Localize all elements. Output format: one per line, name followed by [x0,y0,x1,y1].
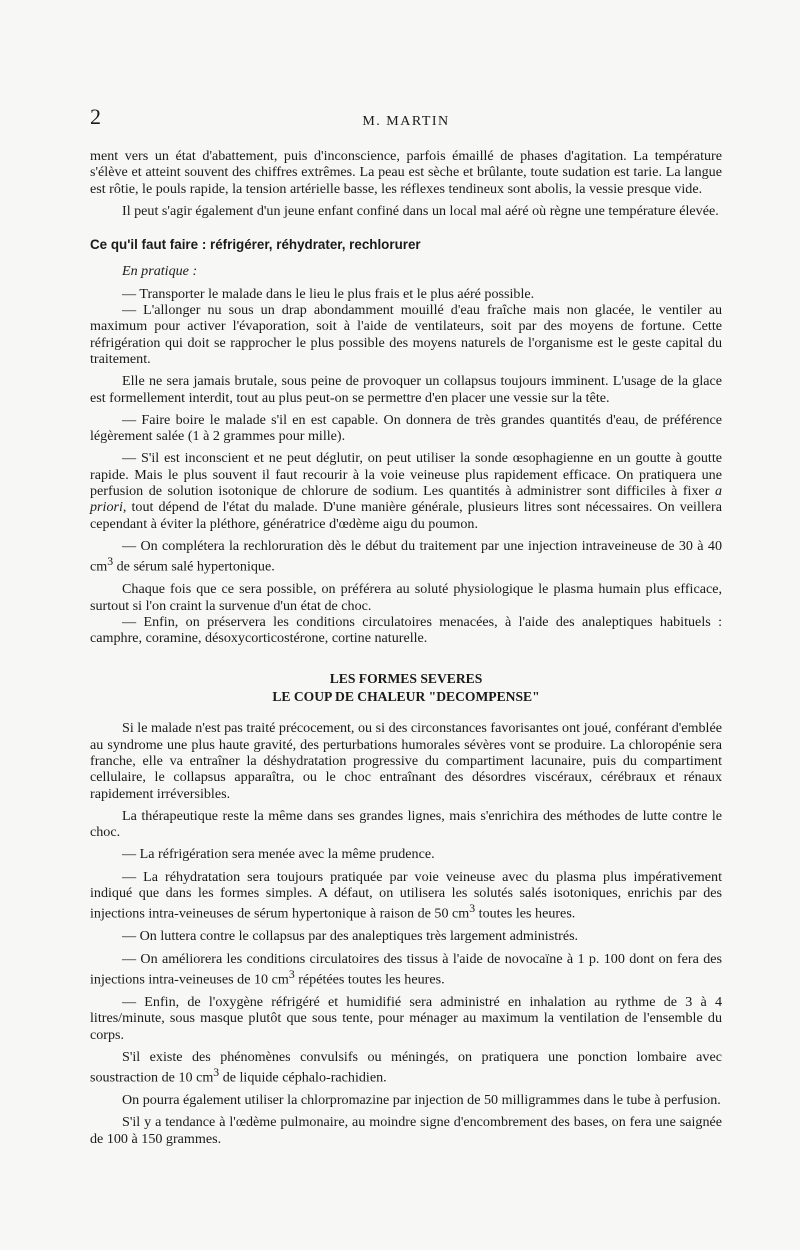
text-run: — On améliorera les conditions circulatoires des tissus à l'aide de novocaïne à 1 p. 100 dont on fera des injections intra-veineuses de 10 cm [90,950,722,988]
text-run: de sérum salé hypertonique. [113,558,275,575]
paragraph: Chaque fois que ce sera possible, on préférera au soluté physiologique le plasma humain plus efficace, surtout si l'on craint la survenue d'un état de choc. [90,581,722,614]
text-run: répétées toutes les heures. [294,971,445,988]
list-item: — Transporter le malade dans le lieu le plus frais et le plus aéré possible. [122,285,535,302]
text-run: — S'il est inconscient et ne peut déglutir, on peut utiliser la sonde œsophagienne en un goutte à goutte rapide. Mais le plus souvent il faut recourir à la voie veineuse plus rapidement efficace. On pratiquera une perfusion de solution isotonique de chlorure de sodium. Les quantités à administrer sont difficiles à fixer [90,450,722,500]
list-item [90,951,722,988]
section-heading: Ce qu'il faut faire : réfrigérer, réhydrater, rechlorurer [90,237,421,253]
major-heading-line: LES FORMES SEVERES [329,671,483,687]
superscript: 3 [107,555,114,569]
superscript: 3 [288,967,295,981]
list-item: — La réfrigération sera menée avec la même prudence. [122,846,435,863]
paragraph-continuation: ment vers un état d'abattement, puis d'inconscience, parfois émaillé de phases d'agitation. La température s'élève et atteint souvent des chiffres extrêmes. La peau est sèche et brûlante, toute sudation est tarie. La langue est rôtie, le pouls rapide, la tension artérielle basse, les réflexes tendineux sont abolis, la vessie presque vide. [90,148,722,197]
list-item [90,869,722,923]
paragraph: S'il y a tendance à l'œdème pulmonaire, au moindre signe d'encombrement des bases, on fera une saignée de 100 à 150 grammes. [90,1114,722,1147]
list-item [90,538,722,575]
paragraph: La thérapeutique reste la même dans ses grandes lignes, mais s'enrichira des méthodes de lutte contre le choc. [90,807,722,841]
page-header [90,104,722,134]
major-heading-line: LE COUP DE CHALEUR "DECOMPENSE" [272,689,540,705]
page-number: 2 [90,104,101,129]
list-item: — On luttera contre le collapsus par des analeptiques très largement administrés. [122,928,579,945]
paragraph: Si le malade n'est pas traité précocement, ou si des circonstances favorisantes ont joué, conférant d'emblée au syndrome une plus haute gravité, des perturbations humorales sévères vont se produire. La chloropénie sera franche, elle va entraîner la déshydratation progressive du compartiment lacunaire, puis du compartiment cellulaire, le collapsus apparaîtra, ou le choc entraînant des désordres viscéraux, cérébraux et rénaux rapidement irréversibles. [90,720,722,802]
text-run: , tout dépend de l'état du malade. D'une manière générale, plusieurs litres sont nécessaires. On veillera cependant à éviter la pléthore, génératrice d'œdème aigu du poumon. [90,499,722,532]
paragraph: On pourra également utiliser la chlorpromazine par injection de 50 milligrammes dans le tube à perfusion. [122,1092,721,1109]
list-item: — L'allonger nu sous un drap abondamment mouillé d'eau fraîche mais non glacée, le ventiler au maximum pour activer l'évaporation, soit à l'aide de ventilateurs, soit par des moyens de fortune. Cette réfrigération qui doit se rapprocher le plus possible des moyens naturels de l'organisme est le geste capital du traitement. [90,302,722,367]
list-item: — Enfin, de l'oxygène réfrigéré et humidifié sera administré en inhalation au rythme de 3 à 4 litres/minute, sous masque plutôt que sous tente, pour ménager au maximum la ventilation de l'ensemble du corps. [90,993,722,1043]
list-item: — Faire boire le malade s'il en est capable. On donnera de très grandes quantités d'eau, de préférence légèrement salée (1 à 2 grammes pour mille). [90,411,722,445]
superscript: 3 [213,1066,220,1080]
paragraph: Il peut s'agir également d'un jeune enfant confiné dans un local mal aéré où règne une température élevée. [122,202,719,219]
paragraph [90,1049,722,1086]
body-text [90,148,722,1147]
text-run: S'il existe des phénomènes convulsifs ou méningés, on pratiquera une ponction lombaire avec soustraction de 10 cm [90,1048,722,1086]
text-run: de liquide céphalo-rachidien. [219,1069,387,1086]
paragraph: Elle ne sera jamais brutale, sous peine de provoquer un collapsus toujours imminent. L'usage de la glace est formellement interdit, tout au plus peut-on se permettre d'en placer une vessie sur la tête. [90,373,722,406]
italic-label: En pratique : [122,263,198,280]
text-run: toutes les heures. [475,906,576,923]
text-run: — La réhydratation sera toujours pratiquée par voie veineuse avec du plasma plus impérativement indiqué que dans les formes simples. A défaut, on utilisera les solutés salés isotoniques, enrichis par des injections intra-veineuses de sérum hypertonique à raison de 50 cm [90,868,722,923]
running-head: M. MARTIN [362,114,450,129]
list-item [90,450,722,531]
superscript: 3 [469,902,476,916]
list-item: — Enfin, on préservera les conditions circulatoires menacées, à l'aide des analeptiques habituels : camphre, coramine, désoxycorticostérone, cortine naturelle. [90,613,722,647]
text-run: — On complétera la rechloruration dès le début du traitement par une injection intraveineuse de 30 à 40 cm [90,537,722,575]
major-heading [90,670,722,706]
emphasis: a priori [90,483,722,516]
